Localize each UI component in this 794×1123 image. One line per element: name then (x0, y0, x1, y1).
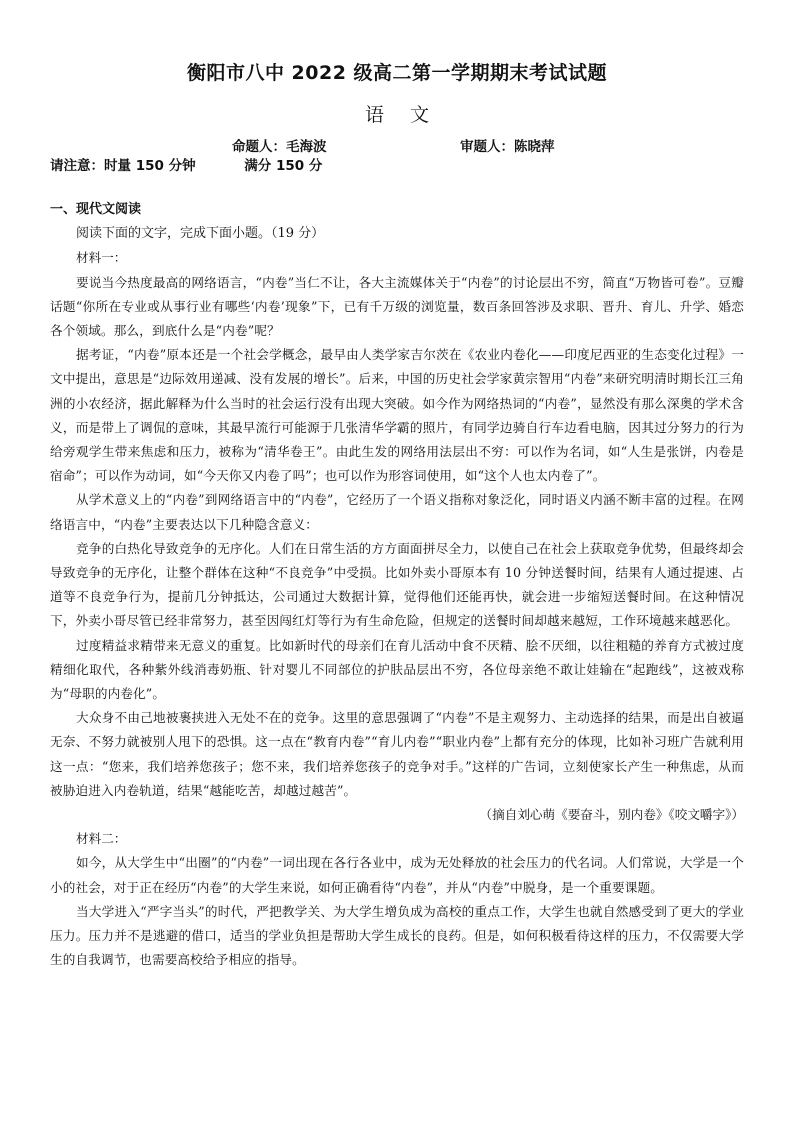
material1-paragraph: 过度精益求精带来无意义的重复。比如新时代的母亲们在育儿活动中食不厌精、脍不厌细，以往粗糙的养育方式被过度精细化取代，各种紫外线消毒奶瓶、针对婴儿不同部位的护肤品层出不穷，各位母亲绝不敢让娃输在“起跑线”，这被戏称为“母职的内卷化”。 (50, 637, 744, 702)
time-limit: 请注意：时量 150 分钟 (50, 158, 196, 174)
material2-paragraph: 当大学进入“严字当头”的时代，严把教学关、为大学生增负成为高校的重点工作，大学生也就自然感受到了更大的学业压力。压力并不是逃避的借口，适当的学业负担是帮助大学生成长的良药。但是，如何积极看待这样的压力，不仅需要大学生的自我调节，也需要高校给予相应的指导。 (50, 903, 744, 968)
material1-paragraph: 竞争的白热化导致竞争的无序化。人们在日常生活的方方面面拼尽全力，以使自己在社会上获取竞争优势，但最终却会导致竞争的无序化，让整个群体在这种“不良竞争”中受损。比如外卖小哥原本有 10 分钟送餐时间，结果有人通过提速、占道等不良竞争行为，提前几分钟抵达，公司通过大数据计算，觉得他们还能再快，就会进一步缩短送餐时间。在这种情况下，外卖小哥尽管已经非常努力，甚至因闯红灯等行为有生命危险，但规定的送餐时间却越来越短，工作环境越来越恶化。 (50, 540, 744, 629)
section-instruction: 阅读下面的文字，完成下面小题。（19 分） (76, 226, 325, 242)
author-line: 命题人：毛海波 (232, 139, 327, 155)
exam-notice (50, 154, 322, 174)
exam-title: 衡阳市八中 2022 级高二第一学期期末考试试题 (186, 62, 608, 84)
reading-section (50, 198, 744, 973)
material1-paragraph: 大众身不由己地被裹挟进入无处不在的竞争。这里的意思强调了“内卷”不是主观努力、主动选择的结果，而是出自被逼无奈、不努力就被别人甩下的恐惧。这一点在“教育内卷”“育儿内卷”“职业内卷”上都有充分的体现，比如补习班广告就利用这一点：“您来，我们培养您孩子；您不来，我们培养您孩子的竞争对手。”这样的广告词，立刻使家长产生一种焦虑，从而被胁迫进入内卷轨道，结果“越能吃苦，却越过越苦”。 (50, 710, 744, 798)
material1-paragraph: 从学术意义上的“内卷”到网络语言中的“内卷”，它经历了一个语义指称对象泛化，同时语义内涵不断丰富的过程。在网络语言中，“内卷”主要表达以下几种隐含意义： (50, 492, 744, 532)
material1-paragraph: 要说当今热度最高的网络语言，“内卷”当仁不让，各大主流媒体关于“内卷”的讨论层出不穷，简直“万物皆可卷”。豆瓣话题“你所在专业或从事行业有哪些‘内卷’现象”下，已有千万级的浏览量，数百条回答涉及求职、晋升、育儿、升学、婚恋各个领域。那么，到底什么是“内卷”呢？ (50, 274, 744, 339)
material2-label: 材料二： (76, 831, 127, 847)
material2-paragraph: 如今，从大学生中“出圈”的“内卷”一词出现在各行各业中，成为无处释放的社会压力的代名词。人们常说，大学是一个小的社会，对于正在经历“内卷”的大学生来说，如何正确看待“内卷”，并从“内卷”中脱身，是一个重要课题。 (50, 855, 744, 895)
full-score: 满分 150 分 (244, 158, 323, 174)
section-heading: 一、现代文阅读 (50, 202, 142, 217)
material1-label: 材料一： (76, 250, 127, 266)
subject-title: 语文 (364, 104, 455, 126)
material1-paragraph: 据考证，“内卷”原本还是一个社会学概念，最早由人类学家吉尔茨在《农业内卷化——印度尼西亚的生态变化过程》一文中提出，意思是“边际效用递减、没有发展的增长”。后来，中国的历史社会学家黄宗智用“内卷”来研究明清时期长江三角洲的小农经济，据此解释为什么当时的社会运行没有出现大突破。如今作为网络热词的“内卷”，显然没有那么深奥的学术含义，而是带上了调侃的意味，其最早流行可能源于几张清华学霸的照片，有同学边骑自行车边看电脑，因其过分努力的行为给旁观学生带来焦虑和压力，被称为“清华卷王”。由此生发的网络用法层出不穷：可以作为名词，如“人生是张饼，内卷是宿命”；可以作为动词，如“今天你又内卷了吗”；也可以作为形容词使用，如“这个人也太内卷了”。 (50, 347, 744, 484)
material1-source: （摘自刘心萌《要奋斗，别内卷》《咬文嚼字》） (479, 807, 744, 823)
reviewer-line: 审题人：陈晓萍 (460, 139, 555, 155)
